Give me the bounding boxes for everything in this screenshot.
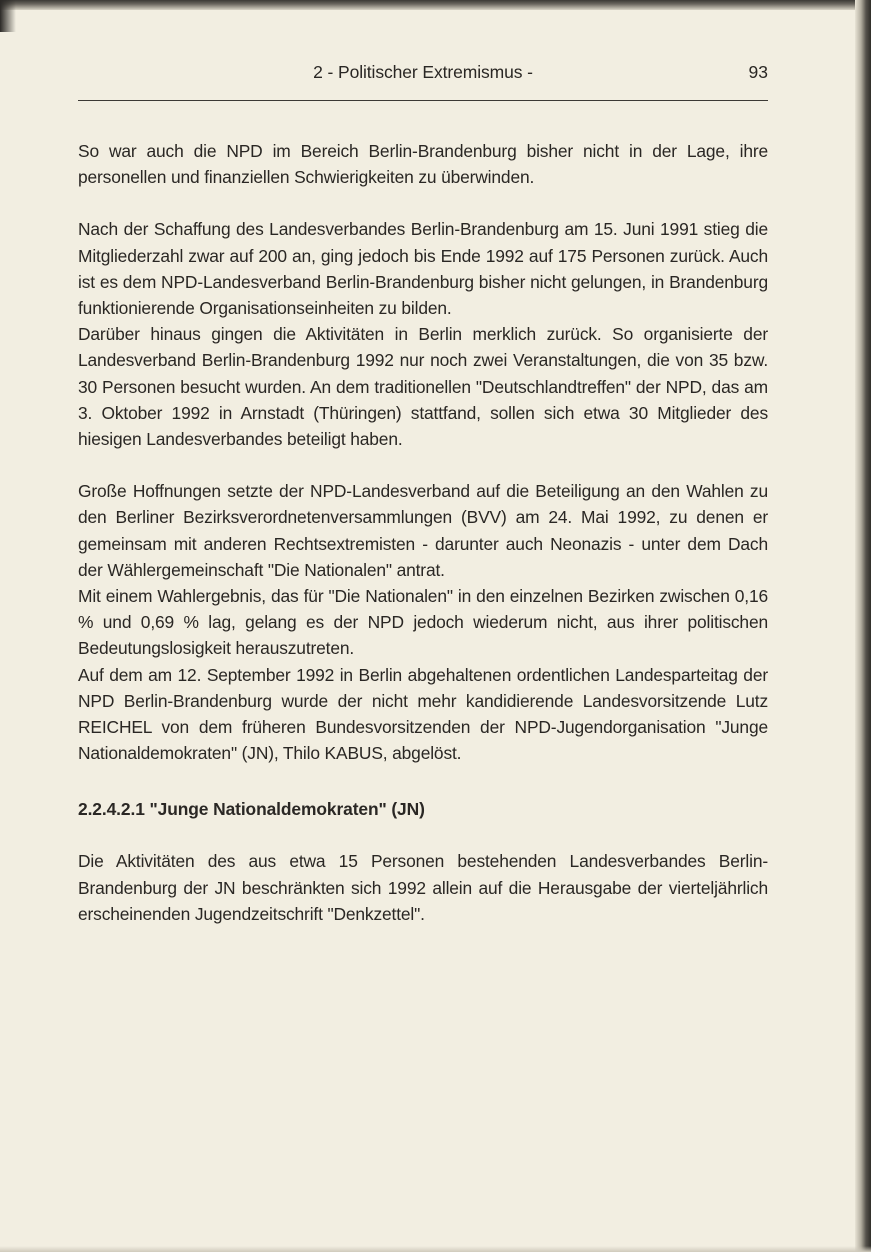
- paragraph-election-result: Mit einem Wahlergebnis, das für "Die Nationalen" in den einzelnen Bezirken zwischen 0,16 % und 0,69 % lag, gelang es der NPD jedoch wiederum nicht, aus ihrer politischen Bedeutungslosigkeit herauszutreten.: [78, 586, 768, 659]
- running-title: 2 - Politischer Extremismus -: [313, 62, 533, 82]
- scan-edge-right: [855, 0, 871, 1252]
- scan-edge-top: [0, 0, 871, 10]
- body-text: [78, 138, 768, 927]
- paragraph-party-congress: Auf dem am 12. September 1992 in Berlin abgehaltenen ordentlichen Landesparteitag der NPD Berlin-Brandenburg wurde der nicht mehr kandidierende Landesvorsitzende Lutz REICHEL von dem früheren Bundesvorsitzenden der NPD-Jugendorganisation "Junge Nationaldemokraten" (JN), Thilo KABUS, abgelöst.: [78, 664, 768, 764]
- paragraph-elections: Große Hoffnungen setzte der NPD-Landesverband auf die Beteiligung an den Wahlen zu den Berliner Bezirksverordnetenversammlungen (BVV) am 24. Mai 1992, zu denen er gemeinsam mit anderen Rechtsextremisten - darunter auch Neonazis - unter dem Dach der Wählergemeinschaft "Die Nationalen" antrat.: [78, 481, 768, 580]
- scan-edge-corner: [0, 0, 16, 32]
- scan-edge-bottom: [0, 1246, 871, 1252]
- paragraph-npd-situation: So war auch die NPD im Bereich Berlin-Brandenburg bisher nicht in der Lage, ihre personellen und finanziellen Schwierigkeiten zu überwinden.: [78, 141, 768, 188]
- page-number: 93: [748, 62, 768, 82]
- section-heading: 2.2.4.2.1 "Junge Nationaldemokraten" (JN): [78, 799, 425, 820]
- paragraph-membership: Nach der Schaffung des Landesverbandes Berlin-Brandenburg am 15. Juni 1991 stieg die Mitgliederzahl zwar auf 200 an, ging jedoch bis Ende 1992 auf 175 Personen zurück. Auch ist es dem NPD-Landesverband Berlin-Brandenburg bisher nicht gelungen, in Brandenburg funktionierende Organisationseinheiten zu bilden.: [78, 219, 768, 319]
- paragraph-jn-activities: Die Aktivitäten des aus etwa 15 Personen bestehenden Landesverbandes Berlin-Brandenburg der JN beschränkten sich 1992 allein auf die Herausgabe der vierteljährlich erscheinenden Jugendzeitschrift "Denkzettel".: [78, 851, 768, 924]
- page-header: [78, 62, 768, 88]
- paragraph-activities: Darüber hinaus gingen die Aktivitäten in Berlin merklich zurück. So organisierte der Landesverband Berlin-Brandenburg 1992 nur noch zwei Veranstaltungen, die von 35 bzw. 30 Personen besucht wurden. An dem traditionellen "Deutschlandtreffen" der NPD, das am 3. Oktober 1992 in Arnstadt (Thüringen) stattfand, sollen sich etwa 30 Mitglieder des hiesigen Landesverbandes beteiligt haben.: [78, 324, 768, 450]
- header-rule: [78, 100, 768, 101]
